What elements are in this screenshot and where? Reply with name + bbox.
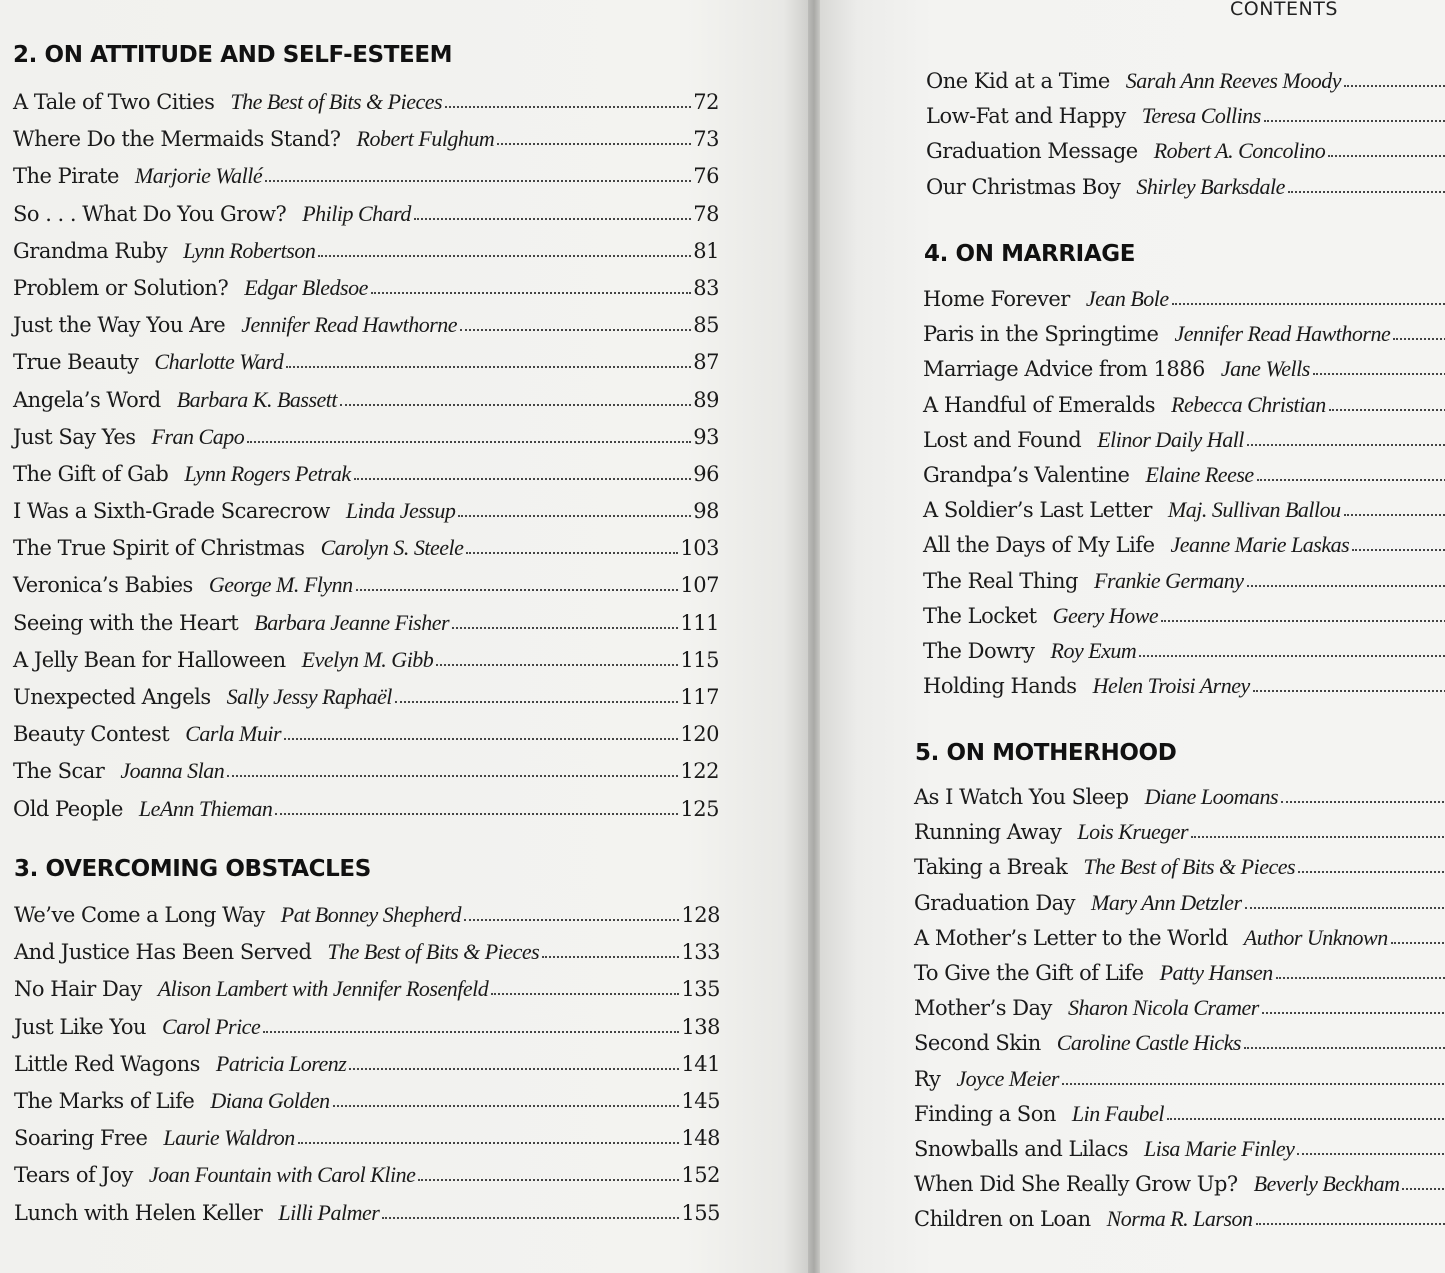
entry-author: Edgar Bledsoe (244, 274, 368, 300)
toc-entry (923, 638, 1445, 673)
entry-author: Mary Ann Detzler (1091, 889, 1242, 915)
dot-leader (1352, 548, 1445, 551)
entry-title: Holding Hands (923, 674, 1077, 699)
entry-title: The Pirate (13, 164, 119, 189)
toc-entry (926, 103, 1445, 138)
dot-leader (1328, 154, 1445, 157)
entry-title: To Give the Gift of Life (914, 960, 1144, 985)
dot-leader (1344, 513, 1445, 516)
entry-title: Marriage Advice from 1886 (923, 357, 1205, 382)
entry-title: A Soldier’s Last Letter (923, 498, 1152, 523)
entry-page-number: 115 (680, 647, 719, 672)
entry-page-number: 98 (693, 499, 719, 524)
section-heading-motherhood: 5. ON MOTHERHOOD (915, 740, 1177, 766)
toc-list-continued (926, 68, 1445, 209)
entry-title: We’ve Come a Long Way (14, 903, 265, 927)
entry-author: Elinor Daily Hall (1097, 426, 1244, 452)
toc-entry (13, 796, 719, 833)
entry-author: Lilli Palmer (278, 1199, 380, 1225)
toc-entry (13, 647, 719, 684)
entry-author: Carol Price (162, 1013, 261, 1039)
entry-title: Low-Fat and Happy (926, 104, 1126, 129)
entry-title: The True Spirit of Christmas (13, 536, 305, 561)
entry-author: Patty Hansen (1159, 959, 1273, 985)
dot-leader (1329, 408, 1445, 411)
entry-page-number: 83 (693, 275, 719, 300)
dot-leader (458, 514, 691, 517)
entry-author: Roy Exum (1050, 637, 1137, 663)
entry-author: Elaine Reese (1145, 461, 1254, 487)
dot-leader (452, 626, 678, 629)
entry-title: Unexpected Angels (13, 685, 211, 709)
toc-entry (914, 1066, 1445, 1101)
section-heading-marriage: 4. ON MARRIAGE (924, 241, 1136, 267)
entry-author: The Best of Bits & Pieces (1083, 854, 1296, 880)
entry-author: Maj. Sullivan Ballou (1167, 497, 1341, 523)
toc-entry (13, 572, 719, 609)
entry-title: Grandma Ruby (13, 238, 168, 263)
dot-leader (1288, 190, 1445, 193)
entry-title: Children on Loan (914, 1207, 1091, 1232)
entry-title: Running Away (914, 820, 1062, 845)
entry-author: Jane Wells (1220, 356, 1310, 382)
entry-author: Laurie Waldron (163, 1125, 295, 1151)
dot-leader (491, 992, 679, 995)
toc-entry (14, 1088, 720, 1125)
entry-page-number: 148 (681, 1126, 720, 1151)
entry-author: Lois Krueger (1077, 819, 1189, 845)
entry-author: Diane Loomans (1144, 784, 1279, 809)
entry-author: The Best of Bits & Pieces (327, 939, 540, 965)
entry-page-number: 103 (680, 536, 719, 561)
toc-entry (14, 1162, 720, 1199)
toc-list-marriage (923, 286, 1445, 708)
running-head: CONTENTS (1230, 0, 1338, 20)
entry-page-number: 122 (680, 759, 719, 784)
entry-author: Teresa Collins (1141, 103, 1261, 129)
toc-entry (13, 721, 719, 758)
toc-entry (13, 424, 719, 461)
entry-page-number: 111 (680, 610, 719, 635)
toc-entry (14, 902, 720, 939)
entry-title: Home Forever (923, 287, 1070, 311)
toc-entry (923, 392, 1445, 427)
dot-leader (354, 477, 692, 480)
dot-leader (1172, 302, 1445, 305)
dot-leader (395, 700, 679, 703)
toc-entry (914, 1101, 1445, 1136)
entry-author: Lynn Rogers Petrak (184, 460, 351, 486)
entry-page-number: 72 (693, 90, 719, 114)
entry-title: Little Red Wagons (14, 1051, 200, 1076)
dot-leader (1281, 800, 1445, 803)
entry-author: Geery Howe (1052, 602, 1159, 628)
toc-entry (14, 1200, 720, 1237)
section-heading-attitude: 2. ON ATTITUDE AND SELF-ESTEEM (13, 42, 453, 68)
toc-entry (923, 568, 1445, 603)
entry-author: Marjorie Wallé (134, 163, 263, 189)
toc-entry (923, 286, 1445, 321)
entry-title: As I Watch You Sleep (914, 785, 1129, 809)
toc-entry (914, 1206, 1445, 1241)
entry-title: I Was a Sixth-Grade Scarecrow (13, 499, 330, 524)
dot-leader (1262, 1011, 1445, 1014)
entry-page-number: 155 (681, 1200, 720, 1225)
entry-title: The Real Thing (923, 568, 1079, 593)
entry-author: Joanna Slan (120, 758, 225, 784)
dot-leader (333, 1104, 680, 1107)
toc-list-attitude (13, 89, 719, 833)
entry-page-number: 133 (681, 940, 720, 965)
entry-author: Lin Faubel (1071, 1100, 1165, 1126)
entry-title: Paris in the Springtime (923, 322, 1159, 347)
entry-title: The Locket (923, 603, 1037, 628)
toc-entry (914, 1171, 1445, 1206)
entry-page-number: 89 (693, 387, 719, 412)
toc-entry (13, 610, 719, 647)
entry-author: Jean Bole (1085, 286, 1169, 311)
dot-leader (1062, 1082, 1445, 1085)
dot-leader (340, 403, 691, 406)
entry-title: Graduation Message (926, 139, 1138, 164)
section-heading-obstacles: 3. OVERCOMING OBSTACLES (14, 856, 371, 882)
entry-author: Carla Muir (185, 721, 282, 747)
entry-author: Evelyn M. Gibb (301, 646, 434, 672)
entry-title: Ry (914, 1066, 941, 1091)
dot-leader (1393, 337, 1445, 340)
entry-author: Author Unknown (1243, 924, 1388, 950)
dot-leader (227, 774, 678, 777)
entry-author: Joan Fountain with Carol Kline (148, 1162, 416, 1188)
toc-entry (14, 939, 720, 976)
dot-leader (1297, 1152, 1445, 1155)
entry-author: Helen Troisi Arney (1092, 673, 1250, 699)
dot-leader (436, 663, 678, 666)
entry-page-number: 93 (693, 424, 719, 449)
dot-leader (466, 551, 678, 554)
toc-entry (14, 1051, 720, 1088)
entry-author: Rebecca Christian (1171, 391, 1326, 417)
entry-author: Carolyn S. Steele (320, 535, 464, 561)
dot-leader (265, 179, 691, 182)
entry-title: Grandpa’s Valentine (923, 462, 1130, 487)
toc-entry (914, 1136, 1445, 1171)
entry-title: One Kid at a Time (926, 69, 1110, 93)
entry-title: Angela’s Word (13, 387, 161, 412)
entry-title: Beauty Contest (13, 722, 170, 747)
toc-entry (923, 427, 1445, 462)
entry-title: Just Like You (14, 1014, 147, 1039)
dot-leader (1191, 835, 1445, 838)
toc-entry (13, 758, 719, 795)
dot-leader (1402, 1187, 1445, 1190)
entry-page-number: 125 (680, 796, 719, 821)
entry-author: Barbara K. Bassett (176, 386, 338, 412)
toc-entry (13, 201, 719, 238)
dot-leader (382, 1216, 679, 1219)
dot-leader (1253, 689, 1445, 692)
toc-entry (923, 462, 1445, 497)
toc-entry (13, 387, 719, 424)
entry-title: When Did She Really Grow Up? (914, 1172, 1238, 1197)
entry-title: True Beauty (13, 350, 139, 375)
entry-author: Beverly Beckham (1253, 1171, 1400, 1197)
dot-leader (286, 365, 691, 368)
toc-entry (914, 819, 1445, 854)
toc-entry (13, 126, 719, 163)
entry-author: Jeanne Marie Laskas (1170, 532, 1350, 558)
toc-entry (13, 498, 719, 535)
entry-title: Lunch with Helen Keller (14, 1200, 263, 1225)
right-page (820, 0, 1445, 1273)
entry-author: Philip Chard (302, 200, 411, 226)
dot-leader (1298, 870, 1445, 873)
entry-title: All the Days of My Life (923, 533, 1155, 558)
entry-title: The Marks of Life (14, 1088, 195, 1113)
toc-entry (13, 461, 719, 498)
entry-page-number: 117 (680, 685, 719, 709)
entry-title: The Scar (13, 759, 105, 784)
toc-entry (914, 1030, 1445, 1065)
toc-entry (13, 163, 719, 200)
entry-page-number: 78 (693, 201, 719, 226)
entry-page-number: 73 (693, 127, 719, 152)
entry-author: Sharon Nicola Cramer (1067, 995, 1259, 1021)
dot-leader (464, 918, 679, 921)
dot-leader (1391, 941, 1445, 944)
toc-entry (14, 1125, 720, 1162)
dot-leader (298, 1141, 680, 1144)
entry-title: Soaring Free (14, 1126, 148, 1151)
book-gutter (808, 0, 820, 1273)
entry-page-number: 145 (681, 1088, 720, 1113)
entry-title: Second Skin (914, 1031, 1041, 1056)
toc-entry (914, 925, 1445, 960)
dot-leader (247, 440, 691, 443)
toc-entry (923, 497, 1445, 532)
entry-author: Barbara Jeanne Fisher (254, 609, 450, 635)
toc-entry (14, 976, 720, 1013)
toc-entry (13, 89, 719, 126)
entry-author: Fran Capo (151, 423, 245, 449)
dot-leader (1244, 1046, 1445, 1049)
dot-leader (1247, 443, 1445, 446)
entry-author: Robert A. Concolino (1153, 138, 1326, 164)
dot-leader (1257, 478, 1445, 481)
entry-title: Snowballs and Lilacs (914, 1136, 1128, 1161)
entry-author: Lisa Marie Finley (1143, 1135, 1295, 1161)
toc-entry (914, 960, 1445, 995)
entry-title: Veronica’s Babies (13, 573, 193, 598)
toc-entry (923, 356, 1445, 391)
entry-author: Jennifer Read Hawthorne (241, 312, 458, 338)
dot-leader (414, 217, 691, 220)
dot-leader (1139, 654, 1445, 657)
entry-title: The Dowry (923, 638, 1035, 663)
toc-entry (914, 784, 1445, 819)
entry-title: Just the Way You Are (13, 313, 226, 338)
entry-title: Our Christmas Boy (926, 174, 1121, 199)
dot-leader (1313, 372, 1445, 375)
toc-entry (13, 535, 719, 572)
toc-entry (914, 854, 1445, 889)
entry-author: Pat Bonney Shepherd (280, 902, 462, 927)
entry-author: Lynn Robertson (183, 237, 316, 263)
entry-page-number: 87 (693, 350, 719, 375)
entry-title: A Mother’s Letter to the World (914, 925, 1228, 950)
dot-leader (542, 955, 679, 958)
entry-title: Finding a Son (914, 1101, 1056, 1126)
dot-leader (1245, 906, 1445, 909)
toc-entry (13, 312, 719, 349)
dot-leader (1167, 1117, 1445, 1120)
dot-leader (349, 1067, 679, 1070)
entry-author: Robert Fulghum (356, 126, 495, 152)
dot-leader (1161, 619, 1445, 622)
dot-leader (1276, 976, 1445, 979)
dot-leader (1264, 119, 1445, 122)
entry-title: Taking a Break (914, 855, 1068, 880)
entry-title: Graduation Day (914, 890, 1076, 915)
entry-author: Patricia Lorenz (215, 1050, 347, 1076)
entry-author: Norma R. Larson (1106, 1206, 1253, 1232)
toc-entry (14, 1014, 720, 1051)
entry-title: Tears of Joy (14, 1163, 133, 1188)
toc-entry (923, 603, 1445, 638)
entry-page-number: 152 (681, 1163, 720, 1188)
entry-author: George M. Flynn (208, 572, 353, 598)
entry-title: No Hair Day (14, 977, 142, 1002)
toc-entry (914, 995, 1445, 1030)
toc-entry (926, 138, 1445, 173)
dot-leader (445, 105, 691, 108)
entry-page-number: 81 (693, 238, 719, 263)
entry-title: A Jelly Bean for Halloween (13, 647, 286, 672)
entry-page-number: 120 (680, 722, 719, 747)
toc-entry (923, 532, 1445, 567)
entry-page-number: 135 (681, 977, 720, 1002)
toc-entry (926, 68, 1445, 103)
entry-page-number: 76 (693, 164, 719, 189)
entry-title: Mother’s Day (914, 996, 1052, 1021)
dot-leader (284, 737, 678, 740)
entry-author: LeAnn Thieman (138, 795, 273, 821)
entry-page-number: 107 (680, 573, 719, 598)
toc-entry (914, 890, 1445, 925)
entry-author: Jennifer Read Hawthorne (1174, 321, 1391, 347)
entry-author: Alison Lambert with Jennifer Rosenfeld (157, 976, 489, 1002)
dot-leader (263, 1030, 679, 1033)
dot-leader (1256, 1222, 1445, 1225)
toc-entry (923, 321, 1445, 356)
entry-author: Joyce Meier (956, 1065, 1059, 1091)
dot-leader (318, 254, 691, 257)
entry-author: Frankie Germany (1094, 567, 1244, 593)
toc-entry (13, 238, 719, 275)
entry-page-number: 85 (693, 313, 719, 338)
dot-leader (1247, 584, 1445, 587)
entry-title: A Tale of Two Cities (13, 90, 215, 114)
entry-page-number: 96 (693, 461, 719, 486)
toc-entry (13, 684, 719, 721)
entry-author: The Best of Bits & Pieces (230, 89, 443, 114)
entry-title: The Gift of Gab (13, 461, 169, 486)
entry-author: Diana Golden (210, 1087, 330, 1113)
entry-title: Old People (13, 796, 123, 821)
dot-leader (356, 588, 679, 591)
toc-entry (923, 673, 1445, 708)
entry-author: Shirley Barksdale (1136, 173, 1285, 199)
entry-title: Lost and Found (923, 427, 1082, 452)
entry-author: Sally Jessy Raphaël (226, 684, 392, 709)
entry-author: Sarah Ann Reeves Moody (1125, 68, 1342, 93)
toc-entry (13, 275, 719, 312)
toc-entry (926, 174, 1445, 209)
toc-entry (13, 349, 719, 386)
dot-leader (460, 328, 691, 331)
toc-list-obstacles (14, 902, 720, 1237)
entry-title: Problem or Solution? (13, 275, 229, 300)
dot-leader (1344, 84, 1445, 87)
entry-title: Seeing with the Heart (13, 610, 239, 635)
toc-list-motherhood (914, 784, 1445, 1241)
dot-leader (418, 1178, 679, 1181)
entry-title: So . . . What Do You Grow? (13, 201, 287, 226)
entry-title: Where Do the Mermaids Stand? (13, 127, 341, 152)
entry-title: Just Say Yes (13, 424, 136, 449)
entry-author: Caroline Castle Hicks (1056, 1030, 1241, 1056)
entry-page-number: 128 (681, 903, 720, 927)
dot-leader (497, 142, 691, 145)
entry-page-number: 141 (681, 1051, 720, 1076)
entry-title: And Justice Has Been Served (14, 940, 312, 965)
dot-leader (371, 291, 691, 294)
entry-author: Linda Jessup (345, 498, 456, 524)
entry-page-number: 138 (681, 1014, 720, 1039)
dot-leader (275, 812, 678, 815)
entry-author: Charlotte Ward (154, 349, 284, 375)
entry-title: A Handful of Emeralds (923, 392, 1156, 417)
